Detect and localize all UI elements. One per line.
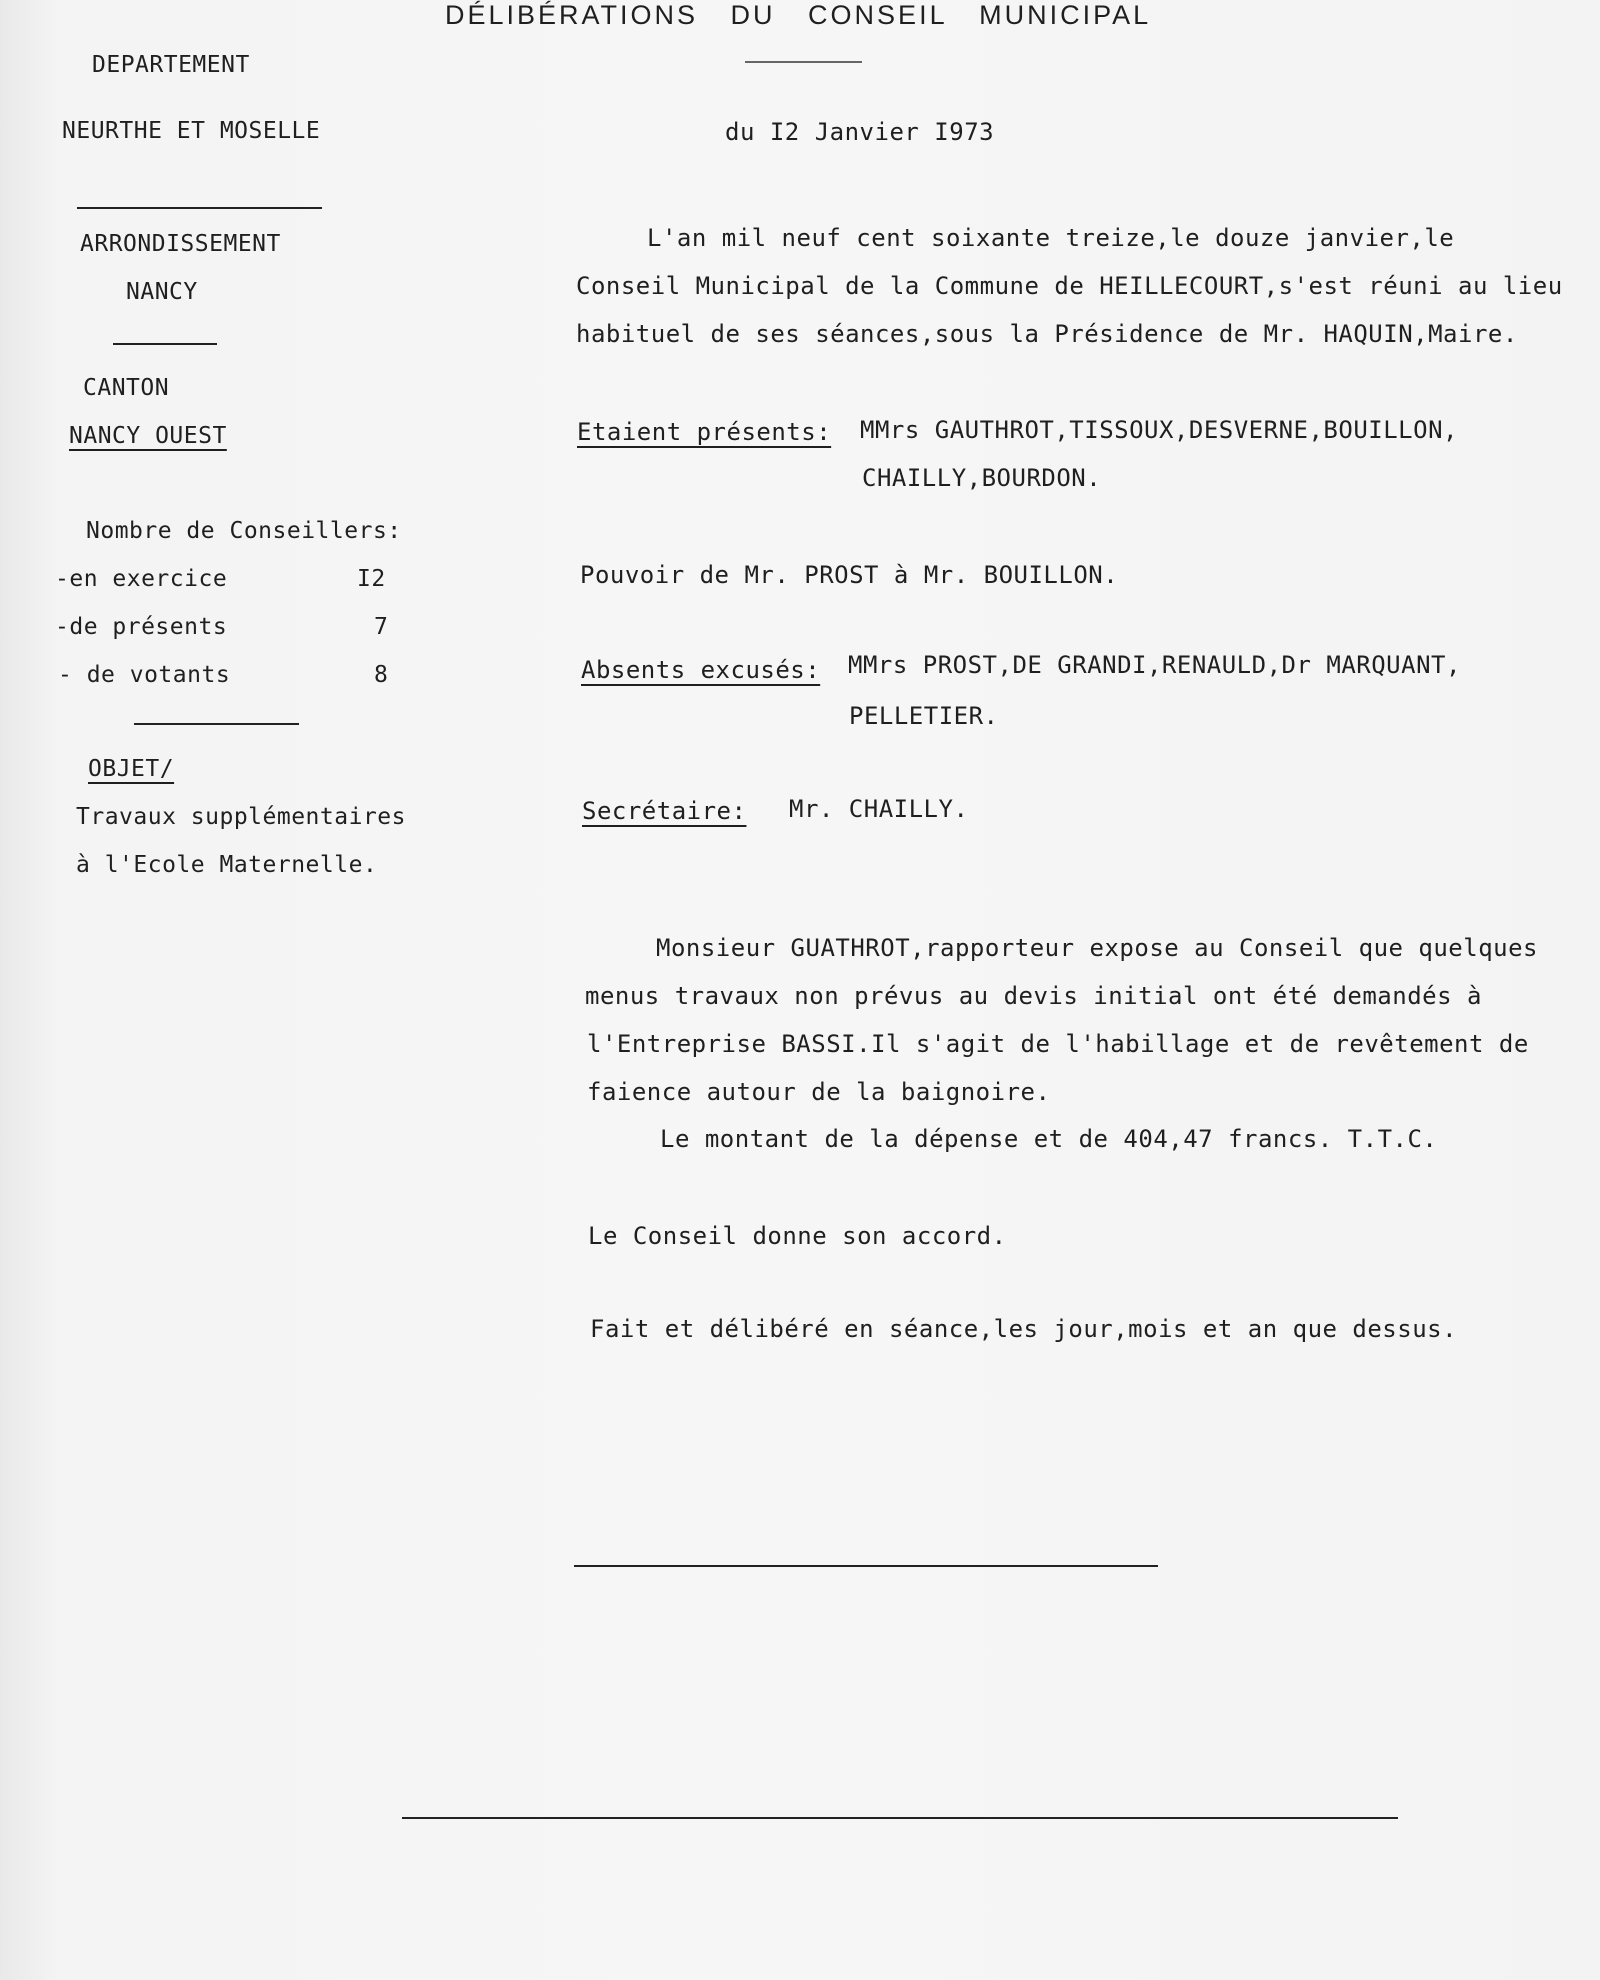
objet-label: OBJET/ bbox=[88, 756, 175, 782]
signature-rule bbox=[574, 1565, 1158, 1567]
expose-line: menus travaux non prévus au devis initial ont été demandés à bbox=[585, 982, 1482, 1010]
count-label: -de présents bbox=[55, 614, 228, 640]
intro-line: habituel de ses séances,sous la Présidence de Mr. HAQUIN,Maire. bbox=[576, 320, 1518, 348]
presents-line: MMrs GAUTHROT,TISSOUX,DESVERNE,BOUILLON, bbox=[860, 416, 1458, 444]
canton-label: CANTON bbox=[83, 375, 170, 401]
sidebar-rule bbox=[77, 207, 322, 209]
sidebar-rule bbox=[113, 343, 217, 345]
arrondissement-value: NANCY bbox=[126, 279, 198, 305]
absents-label: Absents excusés: bbox=[581, 656, 821, 684]
fait-line: Fait et délibéré en séance,les jour,mois et an que dessus. bbox=[590, 1315, 1458, 1343]
document-title: DÉLIBÉRATIONS DU CONSEIL MUNICIPAL bbox=[445, 0, 1152, 30]
absents-line: PELLETIER. bbox=[849, 702, 999, 730]
presents-label: Etaient présents: bbox=[577, 418, 832, 446]
intro-line: Conseil Municipal de la Commune de HEILLECOURT,s'est réuni au lieu bbox=[576, 272, 1563, 300]
count-label: - de votants bbox=[58, 662, 231, 688]
objet-line: Travaux supplémentaires bbox=[76, 804, 406, 830]
expose-line: l'Entreprise BASSI.Il s'agit de l'habillage et de revêtement de bbox=[587, 1030, 1529, 1058]
montant-line: Le montant de la dépense et de 404,47 francs. T.T.C. bbox=[660, 1125, 1438, 1153]
pouvoir-line: Pouvoir de Mr. PROST à Mr. BOUILLON. bbox=[580, 561, 1119, 589]
intro-line: L'an mil neuf cent soixante treize,le douze janvier,le bbox=[647, 224, 1455, 252]
departement-value: NEURTHE ET MOSELLE bbox=[62, 118, 321, 144]
bottom-rule bbox=[402, 1817, 1398, 1819]
canton-value: NANCY OUEST bbox=[69, 423, 227, 449]
secretaire-label: Secrétaire: bbox=[582, 797, 747, 825]
title-rule bbox=[745, 61, 862, 63]
absents-line: MMrs PROST,DE GRANDI,RENAULD,Dr MARQUANT, bbox=[848, 651, 1461, 679]
expose-line: faience autour de la baignoire. bbox=[587, 1078, 1051, 1106]
arrondissement-label: ARRONDISSEMENT bbox=[80, 231, 281, 257]
count-label: -en exercice bbox=[55, 566, 228, 592]
sidebar-rule bbox=[134, 723, 299, 725]
expose-line: Monsieur GUATHROT,rapporteur expose au Conseil que quelques bbox=[656, 934, 1539, 962]
session-date: du I2 Janvier I973 bbox=[725, 118, 995, 146]
count-value: 8 bbox=[374, 662, 389, 688]
accord-line: Le Conseil donne son accord. bbox=[588, 1222, 1007, 1250]
count-value: I2 bbox=[357, 566, 386, 592]
objet-line: à l'Ecole Maternelle. bbox=[76, 852, 378, 878]
departement-label: DEPARTEMENT bbox=[92, 52, 250, 78]
conseillers-title: Nombre de Conseillers: bbox=[86, 518, 402, 544]
secretaire-value: Mr. CHAILLY. bbox=[789, 795, 969, 823]
presents-line: CHAILLY,BOURDON. bbox=[862, 464, 1102, 492]
count-value: 7 bbox=[374, 614, 389, 640]
